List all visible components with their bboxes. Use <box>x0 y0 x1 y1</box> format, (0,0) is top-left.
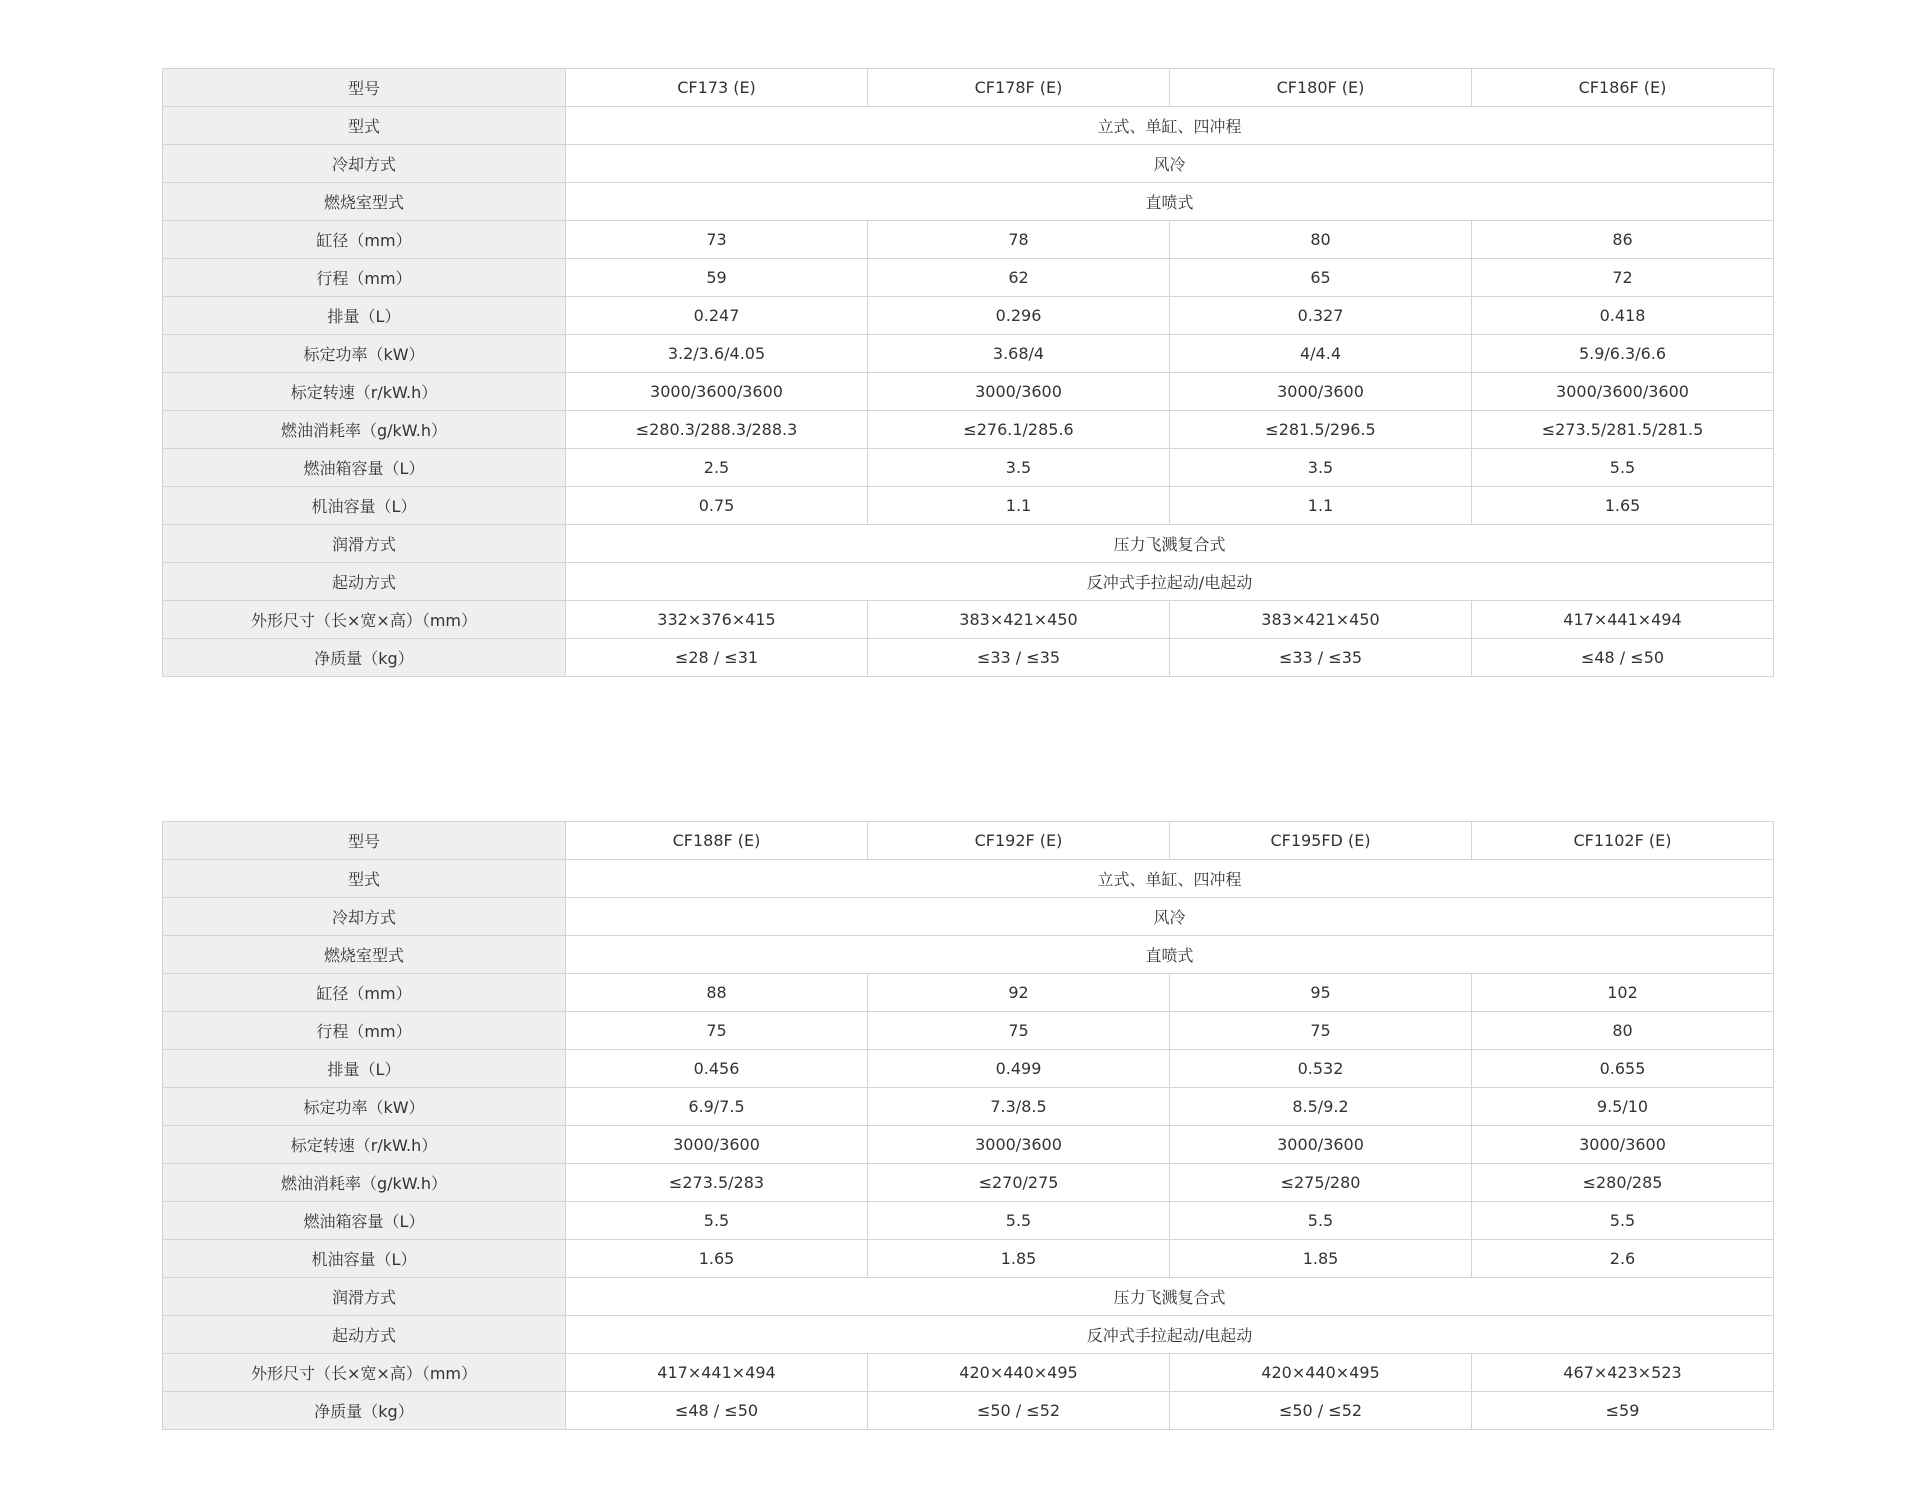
table-cell: 59 <box>566 259 868 297</box>
table-cell: ≤28 / ≤31 <box>566 639 868 677</box>
table-cell: 0.456 <box>566 1050 868 1088</box>
table-cell: 3.5 <box>868 449 1170 487</box>
table-cell: 420×440×495 <box>1170 1354 1472 1392</box>
row-label: 行程（mm） <box>163 1012 566 1050</box>
row-label: 标定功率（kW） <box>163 335 566 373</box>
table-cell: 80 <box>1472 1012 1774 1050</box>
table-row <box>163 1278 1774 1316</box>
merged-cell: 直喷式 <box>566 183 1774 221</box>
row-label: 缸径（mm） <box>163 221 566 259</box>
table-cell: 2.5 <box>566 449 868 487</box>
row-label: 机油容量（L） <box>163 1240 566 1278</box>
table-cell: 1.65 <box>566 1240 868 1278</box>
table-cell: 3000/3600 <box>1170 1126 1472 1164</box>
table-row <box>163 1354 1774 1392</box>
table-cell: ≤270/275 <box>868 1164 1170 1202</box>
row-label: 外形尺寸（长×宽×高）（mm） <box>163 601 566 639</box>
table-cell: CF195FD (E) <box>1170 822 1472 860</box>
row-label: 冷却方式 <box>163 145 566 183</box>
table-cell: 383×421×450 <box>868 601 1170 639</box>
row-label: 缸径（mm） <box>163 974 566 1012</box>
table-cell: 467×423×523 <box>1472 1354 1774 1392</box>
table-cell: 4/4.4 <box>1170 335 1472 373</box>
table-cell: 5.5 <box>1472 449 1774 487</box>
merged-cell: 立式、单缸、四冲程 <box>566 860 1774 898</box>
table-cell: 9.5/10 <box>1472 1088 1774 1126</box>
table-cell: 5.5 <box>1170 1202 1472 1240</box>
row-label: 净质量（kg） <box>163 1392 566 1430</box>
table-cell: ≤48 / ≤50 <box>566 1392 868 1430</box>
row-label: 型号 <box>163 69 566 107</box>
table-row <box>163 1012 1774 1050</box>
table-cell: 332×376×415 <box>566 601 868 639</box>
row-label: 排量（L） <box>163 1050 566 1088</box>
table-row <box>163 1392 1774 1430</box>
table-row <box>163 1050 1774 1088</box>
table-cell: 0.327 <box>1170 297 1472 335</box>
table-cell: 1.65 <box>1472 487 1774 525</box>
table-row <box>163 183 1774 221</box>
table-cell: ≤48 / ≤50 <box>1472 639 1774 677</box>
table-cell: 75 <box>868 1012 1170 1050</box>
table-cell: 417×441×494 <box>566 1354 868 1392</box>
table-cell: 65 <box>1170 259 1472 297</box>
table-cell: 86 <box>1472 221 1774 259</box>
table-row <box>163 898 1774 936</box>
row-label: 冷却方式 <box>163 898 566 936</box>
table-cell: 3000/3600 <box>1170 373 1472 411</box>
row-label: 燃油消耗率（g/kW.h） <box>163 411 566 449</box>
table-row <box>163 1316 1774 1354</box>
row-label: 净质量（kg） <box>163 639 566 677</box>
table-cell: 3000/3600/3600 <box>1472 373 1774 411</box>
row-label: 排量（L） <box>163 297 566 335</box>
table-cell: 92 <box>868 974 1170 1012</box>
row-label: 行程（mm） <box>163 259 566 297</box>
merged-cell: 压力飞溅复合式 <box>566 525 1774 563</box>
table-cell: ≤280.3/288.3/288.3 <box>566 411 868 449</box>
merged-cell: 风冷 <box>566 898 1774 936</box>
row-label: 润滑方式 <box>163 525 566 563</box>
table-row <box>163 335 1774 373</box>
table-cell: 3.68/4 <box>868 335 1170 373</box>
table-cell: ≤33 / ≤35 <box>868 639 1170 677</box>
table-cell: 5.5 <box>1472 1202 1774 1240</box>
table-cell: 62 <box>868 259 1170 297</box>
row-label: 润滑方式 <box>163 1278 566 1316</box>
table-cell: 3000/3600/3600 <box>566 373 868 411</box>
table-row <box>163 69 1774 107</box>
table-cell: 420×440×495 <box>868 1354 1170 1392</box>
table-row <box>163 297 1774 335</box>
table-cell: 383×421×450 <box>1170 601 1472 639</box>
table-row <box>163 259 1774 297</box>
table-cell: 2.6 <box>1472 1240 1774 1278</box>
table-cell: 7.3/8.5 <box>868 1088 1170 1126</box>
row-label: 型式 <box>163 107 566 145</box>
table-row <box>163 411 1774 449</box>
table-cell: ≤50 / ≤52 <box>868 1392 1170 1430</box>
table-cell: 78 <box>868 221 1170 259</box>
table-cell: CF180F (E) <box>1170 69 1472 107</box>
table-cell: 1.85 <box>1170 1240 1472 1278</box>
table-row <box>163 1164 1774 1202</box>
table-row <box>163 1126 1774 1164</box>
table-row <box>163 1240 1774 1278</box>
table-cell: 5.9/6.3/6.6 <box>1472 335 1774 373</box>
table-cell: 8.5/9.2 <box>1170 1088 1472 1126</box>
row-label: 起动方式 <box>163 563 566 601</box>
table-cell: CF188F (E) <box>566 822 868 860</box>
table-cell: 102 <box>1472 974 1774 1012</box>
table-row <box>163 373 1774 411</box>
table-cell: 1.1 <box>1170 487 1472 525</box>
table-cell: CF1102F (E) <box>1472 822 1774 860</box>
table-row <box>163 1202 1774 1240</box>
table-row <box>163 145 1774 183</box>
table-cell: 0.532 <box>1170 1050 1472 1088</box>
table-cell: ≤276.1/285.6 <box>868 411 1170 449</box>
table-cell: 80 <box>1170 221 1472 259</box>
row-label: 燃烧室型式 <box>163 183 566 221</box>
table-cell: 0.75 <box>566 487 868 525</box>
table-cell: 75 <box>1170 1012 1472 1050</box>
table-cell: 88 <box>566 974 868 1012</box>
table-cell: 5.5 <box>868 1202 1170 1240</box>
table-cell: ≤273.5/281.5/281.5 <box>1472 411 1774 449</box>
spec-table-1 <box>162 68 1774 677</box>
merged-cell: 风冷 <box>566 145 1774 183</box>
table-cell: 72 <box>1472 259 1774 297</box>
table-cell: 417×441×494 <box>1472 601 1774 639</box>
table-cell: 1.1 <box>868 487 1170 525</box>
table-row <box>163 563 1774 601</box>
table-cell: 95 <box>1170 974 1472 1012</box>
table-row <box>163 525 1774 563</box>
table-row <box>163 221 1774 259</box>
row-label: 起动方式 <box>163 1316 566 1354</box>
table-cell: 75 <box>566 1012 868 1050</box>
table-cell: 5.5 <box>566 1202 868 1240</box>
row-label: 机油容量（L） <box>163 487 566 525</box>
table-cell: 3000/3600 <box>868 373 1170 411</box>
table-cell: 3000/3600 <box>566 1126 868 1164</box>
table-row <box>163 860 1774 898</box>
merged-cell: 立式、单缸、四冲程 <box>566 107 1774 145</box>
table-row <box>163 639 1774 677</box>
table-row <box>163 449 1774 487</box>
table-row <box>163 1088 1774 1126</box>
row-label: 标定转速（r/kW.h） <box>163 1126 566 1164</box>
merged-cell: 反冲式手拉起动/电起动 <box>566 1316 1774 1354</box>
table-row <box>163 107 1774 145</box>
row-label: 型号 <box>163 822 566 860</box>
table-cell: CF192F (E) <box>868 822 1170 860</box>
row-label: 燃油箱容量（L） <box>163 1202 566 1240</box>
table-cell: 1.85 <box>868 1240 1170 1278</box>
table-cell: ≤33 / ≤35 <box>1170 639 1472 677</box>
table-cell: ≤273.5/283 <box>566 1164 868 1202</box>
row-label: 标定功率（kW） <box>163 1088 566 1126</box>
table-cell: ≤281.5/296.5 <box>1170 411 1472 449</box>
table-cell: 3000/3600 <box>1472 1126 1774 1164</box>
table-row <box>163 601 1774 639</box>
row-label: 型式 <box>163 860 566 898</box>
table-row <box>163 487 1774 525</box>
merged-cell: 直喷式 <box>566 936 1774 974</box>
table-cell: CF173 (E) <box>566 69 868 107</box>
table-cell: ≤275/280 <box>1170 1164 1472 1202</box>
table-cell: 0.499 <box>868 1050 1170 1088</box>
table-cell: 0.418 <box>1472 297 1774 335</box>
spec-table-2 <box>162 821 1774 1430</box>
row-label: 燃油箱容量（L） <box>163 449 566 487</box>
table-cell: ≤280/285 <box>1472 1164 1774 1202</box>
table-cell: ≤50 / ≤52 <box>1170 1392 1472 1430</box>
table-cell: CF186F (E) <box>1472 69 1774 107</box>
table-cell: 73 <box>566 221 868 259</box>
table-cell: 6.9/7.5 <box>566 1088 868 1126</box>
table-cell: 3.2/3.6/4.05 <box>566 335 868 373</box>
table-cell: ≤59 <box>1472 1392 1774 1430</box>
table-cell: 3.5 <box>1170 449 1472 487</box>
merged-cell: 反冲式手拉起动/电起动 <box>566 563 1774 601</box>
row-label: 外形尺寸（长×宽×高）（mm） <box>163 1354 566 1392</box>
row-label: 燃油消耗率（g/kW.h） <box>163 1164 566 1202</box>
table-row <box>163 936 1774 974</box>
table-cell: 3000/3600 <box>868 1126 1170 1164</box>
merged-cell: 压力飞溅复合式 <box>566 1278 1774 1316</box>
table-cell: 0.247 <box>566 297 868 335</box>
table-cell: 0.296 <box>868 297 1170 335</box>
row-label: 燃烧室型式 <box>163 936 566 974</box>
row-label: 标定转速（r/kW.h） <box>163 373 566 411</box>
table-cell: CF178F (E) <box>868 69 1170 107</box>
table-row <box>163 974 1774 1012</box>
table-row <box>163 822 1774 860</box>
table-cell: 0.655 <box>1472 1050 1774 1088</box>
